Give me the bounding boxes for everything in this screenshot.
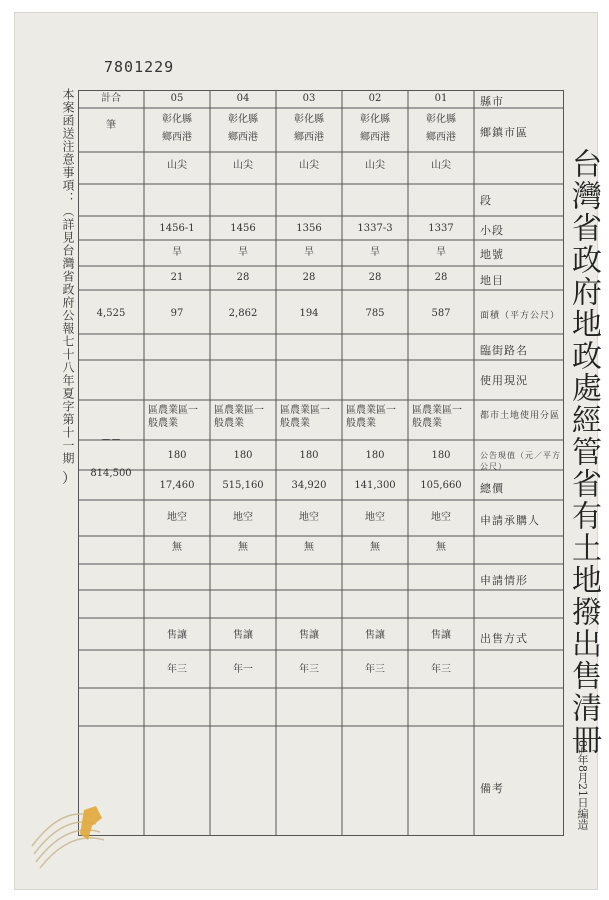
row-label-current-use: 使用現況 bbox=[480, 374, 528, 387]
parcel-total: 17,460 bbox=[159, 480, 195, 491]
parcel-zoning: 區農業區一般農業 bbox=[280, 405, 330, 429]
parcel-land-type: 旱 bbox=[304, 247, 314, 258]
parcel-grade: 28 bbox=[302, 272, 316, 283]
summary-header: 計合 bbox=[101, 93, 121, 104]
summary-count-unit: 筆 bbox=[106, 120, 116, 131]
parcel-use: 地空 bbox=[167, 512, 187, 523]
parcel-zoning: 區農業區一般農業 bbox=[148, 405, 198, 429]
parcel-price: 180 bbox=[365, 450, 385, 461]
row-label-situation: 申請情形 bbox=[480, 574, 528, 587]
row-label-county-city: 縣市 bbox=[480, 95, 504, 108]
parcel-grade: 28 bbox=[368, 272, 382, 283]
row-label-area: 面積（平方公尺） bbox=[480, 311, 561, 321]
parcel-method: 售讓 bbox=[233, 630, 253, 641]
parcel-code: 03 bbox=[302, 93, 316, 104]
side-note: 本案函送注意事項：（詳見台灣省政府公報七十八年夏字第十一期 bbox=[61, 88, 75, 465]
parcel-method: 售讓 bbox=[299, 630, 319, 641]
parcel-county: 彰化縣 bbox=[294, 114, 324, 125]
row-label-price-per: 公告現值（元／平方公尺） bbox=[480, 451, 561, 471]
parcel-applicant: 無 bbox=[172, 542, 182, 553]
parcel-county: 彰化縣 bbox=[426, 114, 456, 125]
parcel-land-type: 旱 bbox=[436, 247, 446, 258]
parcel-township: 鄉西港 bbox=[360, 132, 390, 143]
row-label-section: 段 bbox=[480, 194, 492, 207]
parcel-applicant: 無 bbox=[304, 542, 314, 553]
parcel-year: 年一 bbox=[233, 664, 253, 675]
parcel-area: 2,862 bbox=[228, 308, 258, 319]
parcel-year: 年三 bbox=[365, 664, 385, 675]
summary-area: 4,525 bbox=[96, 308, 126, 319]
parcel-method: 售讓 bbox=[167, 630, 187, 641]
parcel-price: 180 bbox=[167, 450, 187, 461]
summary-total: 814,500 bbox=[90, 468, 132, 479]
row-label-total: 總價 bbox=[480, 482, 504, 495]
parcel-zoning: 區農業區一般農業 bbox=[346, 405, 396, 429]
parcel-year: 年三 bbox=[431, 664, 451, 675]
parcel-section: 山尖 bbox=[431, 160, 451, 171]
library-logo-icon bbox=[22, 796, 118, 876]
parcel-township: 鄉西港 bbox=[294, 132, 324, 143]
parcel-township: 鄉西港 bbox=[426, 132, 456, 143]
parcel-year: 年三 bbox=[299, 664, 319, 675]
row-label-method: 出售方式 bbox=[480, 632, 528, 645]
parcel-township: 鄉西港 bbox=[228, 132, 258, 143]
parcel-use: 地空 bbox=[365, 512, 385, 523]
parcel-zoning: 區農業區一般農業 bbox=[412, 405, 462, 429]
parcel-land-no: 1456 bbox=[230, 223, 256, 234]
land-table bbox=[78, 90, 564, 836]
parcel-applicant: 無 bbox=[370, 542, 380, 553]
row-label-land-no: 地號 bbox=[480, 248, 504, 261]
row-label-land-type: 地目 bbox=[480, 274, 504, 287]
row-label-zoning: 都市土地使用分區 bbox=[480, 411, 561, 421]
parcel-total: 105,660 bbox=[420, 480, 462, 491]
parcel-county: 彰化縣 bbox=[228, 114, 258, 125]
side-note-close: ） bbox=[62, 471, 76, 487]
parcel-section: 山尖 bbox=[167, 160, 187, 171]
document-number: 7801229 bbox=[104, 58, 175, 76]
parcel-applicant: 無 bbox=[238, 542, 248, 553]
parcel-county: 彰化縣 bbox=[360, 114, 390, 125]
row-label-remark: 備考 bbox=[480, 782, 504, 795]
parcel-section: 山尖 bbox=[233, 160, 253, 171]
parcel-land-type: 旱 bbox=[172, 247, 182, 258]
parcel-code: 05 bbox=[170, 93, 184, 104]
parcel-total: 515,160 bbox=[222, 480, 264, 491]
parcel-price: 180 bbox=[431, 450, 451, 461]
parcel-land-type: 旱 bbox=[370, 247, 380, 258]
parcel-use: 地空 bbox=[233, 512, 253, 523]
compile-date: 84年8月21日編造 bbox=[576, 740, 589, 830]
parcel-area: 785 bbox=[365, 308, 385, 319]
parcel-method: 售讓 bbox=[431, 630, 451, 641]
parcel-land-no: 1456-1 bbox=[159, 223, 195, 234]
row-label-subsection: 小段 bbox=[480, 224, 504, 237]
parcel-land-no: 1356 bbox=[296, 223, 322, 234]
row-label-applicant: 申請承購人 bbox=[480, 514, 540, 527]
parcel-method: 售讓 bbox=[365, 630, 385, 641]
parcel-township: 鄉西港 bbox=[162, 132, 192, 143]
parcel-use: 地空 bbox=[431, 512, 451, 523]
row-label-road-frontage: 臨街路名 bbox=[480, 344, 528, 357]
parcel-section: 山尖 bbox=[365, 160, 385, 171]
parcel-grade: 28 bbox=[236, 272, 250, 283]
page-title: 台灣省政府地政處經管省有土地撥出售清冊 bbox=[566, 148, 601, 756]
parcel-price: 180 bbox=[299, 450, 319, 461]
parcel-land-type: 旱 bbox=[238, 247, 248, 258]
parcel-land-no: 1337-3 bbox=[357, 223, 393, 234]
parcel-code: 02 bbox=[368, 93, 382, 104]
parcel-total: 141,300 bbox=[354, 480, 396, 491]
parcel-area: 97 bbox=[170, 308, 184, 319]
parcel-land-no: 1337 bbox=[428, 223, 454, 234]
parcel-applicant: 無 bbox=[436, 542, 446, 553]
summary-dash: －－ bbox=[101, 435, 121, 446]
parcel-use: 地空 bbox=[299, 512, 319, 523]
parcel-grade: 28 bbox=[434, 272, 448, 283]
parcel-zoning: 區農業區一般農業 bbox=[214, 405, 264, 429]
parcel-code: 01 bbox=[434, 93, 448, 104]
parcel-price: 180 bbox=[233, 450, 253, 461]
parcel-section: 山尖 bbox=[299, 160, 319, 171]
parcel-year: 年三 bbox=[167, 664, 187, 675]
parcel-total: 34,920 bbox=[291, 480, 327, 491]
parcel-area: 194 bbox=[299, 308, 319, 319]
parcel-area: 587 bbox=[431, 308, 451, 319]
parcel-county: 彰化縣 bbox=[162, 114, 192, 125]
row-label-township: 鄉鎮市區 bbox=[480, 126, 528, 139]
parcel-grade: 21 bbox=[170, 272, 184, 283]
parcel-code: 04 bbox=[236, 93, 250, 104]
